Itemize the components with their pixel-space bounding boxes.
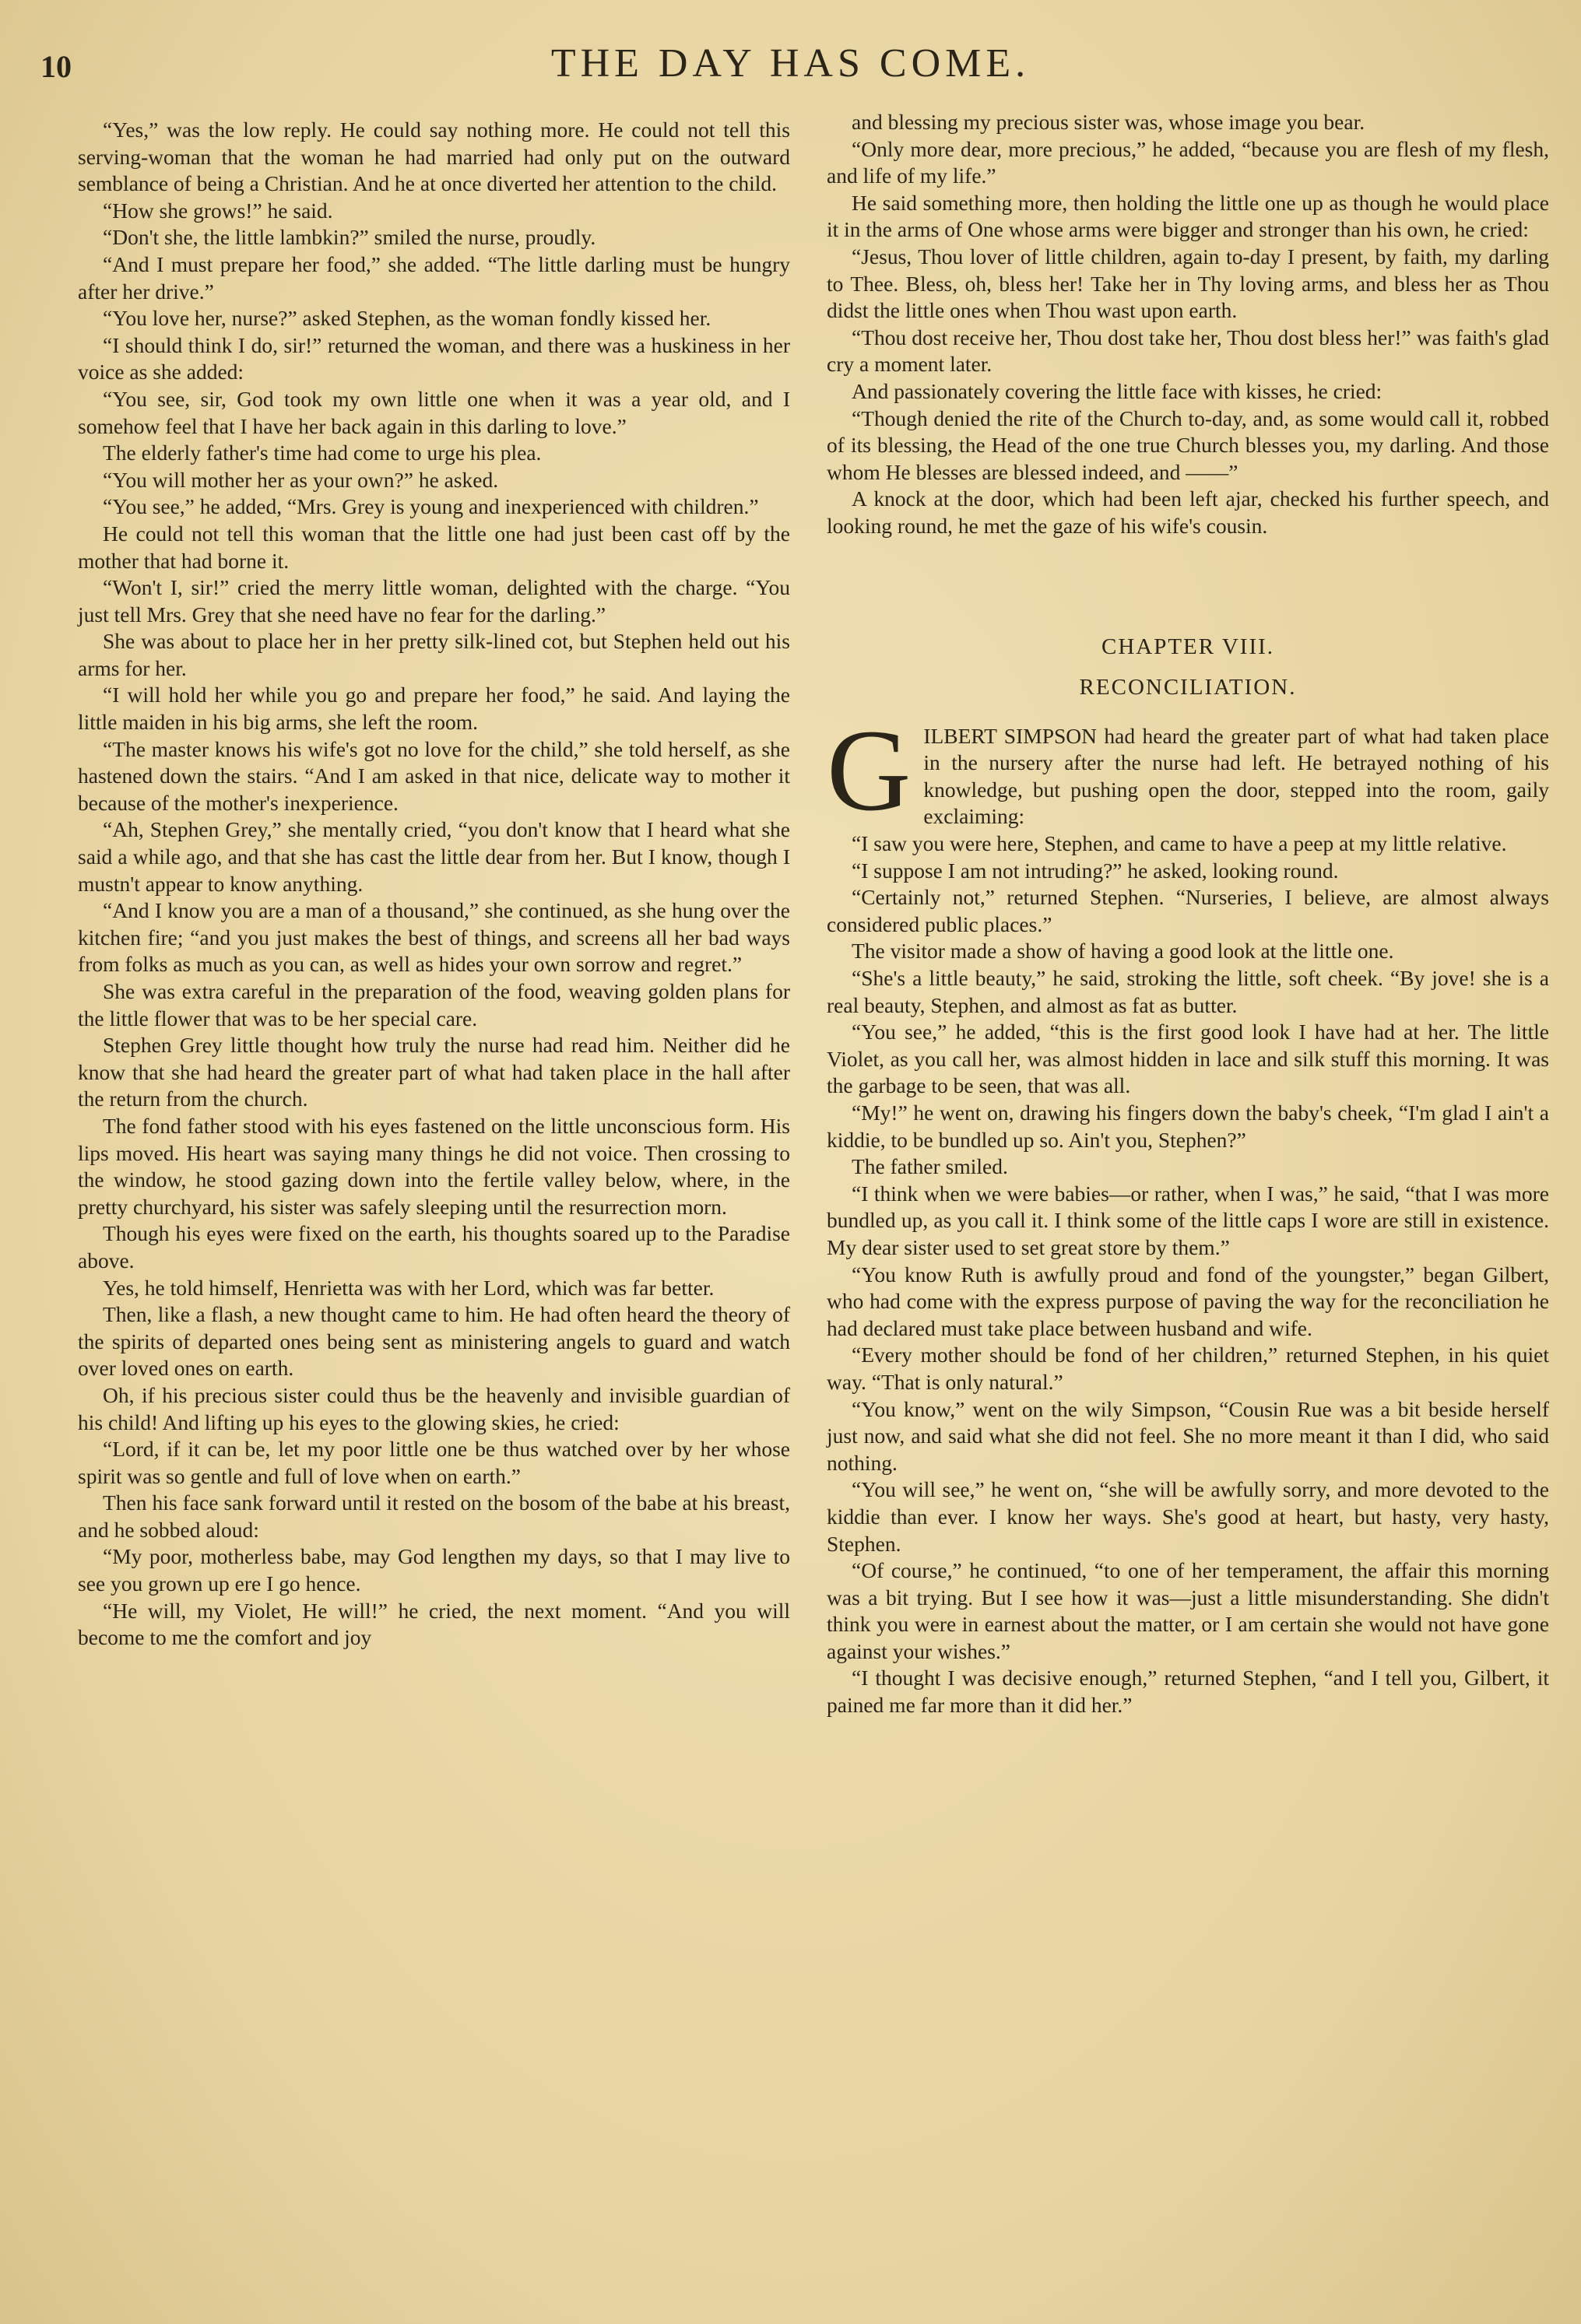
running-title: THE DAY HAS COME. bbox=[550, 41, 1031, 86]
paragraph: “Thou dost receive her, Thou dost take her, Thou dost bless her!” was faith's glad cry a moment later. bbox=[827, 325, 1549, 377]
right-column-top-text bbox=[827, 109, 1549, 540]
page-header bbox=[0, 40, 1581, 95]
paragraph: “Won't I, sir!” cried the merry little woman, delighted with the charge. “You just tell Mrs. Grey that she need have no fear for the darling.” bbox=[78, 575, 790, 627]
paragraph: “Don't she, the little lambkin?” smiled the nurse, proudly. bbox=[103, 225, 596, 250]
right-column-bottom-text bbox=[827, 830, 1549, 1719]
chapter-opening-paragraph bbox=[827, 705, 1549, 835]
paragraph: A knock at the door, which had been left ajar, checked his further speech, and looking round, he met the gaze of his wife's cousin. bbox=[827, 486, 1549, 538]
paragraph: “Every mother should be fond of her children,” returned Stephen, in his quiet way. “That is only natural.” bbox=[827, 1343, 1549, 1394]
paragraph: “Ah, Stephen Grey,” she mentally cried, “you don't know that I heard what she said a while ago, and that she has cast the little dear from her. But I know, though I mustn't appear to know anything. bbox=[78, 817, 790, 896]
paragraph: “I think when we were babies—or rather, when I was,” he said, “that I was more bundled up, as you call it. I think some of the little caps I wore are still in existence. My dear sister used to set great store by them.” bbox=[827, 1181, 1549, 1259]
opening-paragraph-text: ILBERT SIMPSON had heard the greater part of what had taken place in the nursery after the nurse had left. He betrayed nothing of his knowledge, but pushing open the door, stepped into the room, gaily exclaiming: bbox=[923, 723, 1549, 829]
paragraph: “And I must prepare her food,” she added. “The little darling must be hungry after her drive.” bbox=[78, 251, 790, 304]
paragraph: Then his face sank forward until it rested on the bosom of the babe at his breast, and he sobbed aloud: bbox=[78, 1490, 790, 1542]
paragraph: The visitor made a show of having a good look at the little one. bbox=[852, 939, 1394, 964]
paragraph: The elderly father's time had come to urge his plea. bbox=[103, 441, 542, 465]
paragraph: “Though denied the rite of the Church to-day, and, as some would call it, robbed of its blessing, the Head of the one true Church blesses you, my darling. And those whom He blesses are blessed indeed, and ——” bbox=[827, 405, 1549, 484]
page-number: 10 bbox=[40, 49, 72, 84]
paragraph: “He will, my Violet, He will!” he cried, the next moment. “And you will become to me the comfort and joy bbox=[78, 1598, 790, 1650]
paragraph: “My poor, motherless babe, may God lengthen my days, so that I may live to see you grown up ere I go hence. bbox=[78, 1544, 790, 1596]
paragraph: “My!” he went on, drawing his fingers down the baby's cheek, “I'm glad I ain't a kiddie, to be bundled up so. Ain't you, Stephen?” bbox=[827, 1101, 1549, 1152]
paragraph: “You know,” went on the wily Simpson, “Cousin Rue was a bit beside herself just now, and said what she did not feel. She no more meant it than I did, who said nothing. bbox=[827, 1396, 1549, 1475]
paragraph: “The master knows his wife's got no love for the child,” she told herself, as she hastened down the stairs. “And I am asked in that nice, delicate way to mother it because of the mother's inexperience. bbox=[78, 736, 790, 815]
paragraph: He could not tell this woman that the little one had just been cast off by the mother that had borne it. bbox=[78, 521, 790, 573]
paragraph: The fond father stood with his eyes fastened on the little unconscious form. His lips moved. His heart was saying many things he did not voice. Then crossing to the window, he stood gazing down into the fertile valley below, where, in the pretty churchyard, his sister was safely sleeping until the resurrection morn. bbox=[78, 1113, 790, 1219]
paragraph: She was about to place her in her pretty silk-lined cot, but Stephen held out his arms for her. bbox=[78, 629, 790, 680]
paragraph: The father smiled. bbox=[852, 1154, 1008, 1179]
paragraph: “You see,” he added, “Mrs. Grey is young and inexperienced with children.” bbox=[103, 494, 759, 519]
paragraph: Yes, he told himself, Henrietta was with her Lord, which was far better. bbox=[103, 1275, 715, 1300]
left-column bbox=[78, 117, 790, 1652]
paragraph: “I should think I do, sir!” returned the woman, and there was a huskiness in her voice as she added: bbox=[78, 332, 790, 384]
paragraph: “You see,” he added, “this is the first good look I have had at her. The little Violet, as you call her, was almost hidden in lace and silk stuff this morning. It was the garbage to be seen, that was all. bbox=[827, 1020, 1549, 1098]
paragraph: “Certainly not,” returned Stephen. “Nurseries, I believe, are almost always considered public places.” bbox=[827, 885, 1549, 936]
paragraph: “I saw you were here, Stephen, and came to have a peep at my little relative. bbox=[852, 831, 1507, 856]
paragraph: “You see, sir, God took my own little one when it was a year old, and I somehow feel that I have her back again in this darling to love.” bbox=[78, 386, 790, 438]
paragraph: Oh, if his precious sister could thus be the heavenly and invisible guardian of his child! And lifting up his eyes to the glowing skies, he cried: bbox=[78, 1382, 790, 1434]
paragraph: Though his eyes were fixed on the earth, his thoughts soared up to the Paradise above. bbox=[78, 1221, 790, 1273]
paragraph: Then, like a flash, a new thought came to him. He had often heard the theory of the spirits of departed ones being sent as ministering angels to guard and watch over loved ones on earth. bbox=[78, 1302, 790, 1381]
chapter-label: CHAPTER VIII. bbox=[1101, 634, 1275, 659]
paragraph: “I will hold her while you go and prepare her food,” he said. And laying the little maiden in his big arms, she left the room. bbox=[78, 683, 790, 735]
paragraph: “And I know you are a man of a thousand,” she continued, as she hung over the kitchen fire; “and you just makes the best of things, and screens all her bad ways from folks as much as you can, as well as hides your own sorrow and regret.” bbox=[78, 898, 790, 977]
paragraph: “How she grows!” he said. bbox=[103, 198, 333, 223]
chapter-title: RECONCILIATION. bbox=[1079, 675, 1297, 700]
paragraph: “I suppose I am not intruding?” he asked, looking round. bbox=[852, 858, 1339, 883]
paragraph: She was extra careful in the preparation of the food, weaving golden plans for the little flower that was to be her special care. bbox=[78, 979, 790, 1030]
paragraph: “I thought I was decisive enough,” returned Stephen, “and I tell you, Gilbert, it pained me far more than it did her.” bbox=[827, 1666, 1549, 1718]
paragraph: “You will see,” he went on, “she will be awfully sorry, and more devoted to the kiddie than ever. I know her ways. She's good at heart, but hasty, very hasty, Stephen. bbox=[827, 1477, 1549, 1556]
paragraph: “You know Ruth is awfully proud and fond of the youngster,” began Gilbert, who had come with the express purpose of paving the way for the reconciliation he had declared must take place between husband and wife. bbox=[827, 1262, 1549, 1340]
right-column bbox=[827, 109, 1549, 1719]
paragraph: And passionately covering the little face with kisses, he cried: bbox=[852, 378, 1382, 403]
paragraph: “Yes,” was the low reply. He could say nothing more. He could not tell this serving-woman that the woman he had married had only put on the outward semblance of being a Christian. And he at once diverted her attention to the child. bbox=[78, 118, 790, 196]
paragraph: He said something more, then holding the little one up as though he would place it in the arms of One whose arms were bigger and stronger than his own, he cried: bbox=[827, 190, 1549, 242]
paragraph: “You will mother her as your own?” he asked. bbox=[103, 467, 499, 492]
paragraph: “Of course,” he continued, “to one of her temperament, the affair this morning was a bit trying. But I see how it was—just a little misunderstanding. She didn't think you were in earnest about the matter, or I am certain she would not have gone against your wishes.” bbox=[827, 1558, 1549, 1663]
paragraph: “You love her, nurse?” asked Stephen, as the woman fondly kissed her. bbox=[103, 306, 711, 331]
drop-cap: G bbox=[827, 705, 912, 835]
paragraph: “Lord, if it can be, let my poor little one be thus watched over by her whose spirit was so gentle and full of love when on earth.” bbox=[78, 1437, 790, 1488]
paragraph: and blessing my precious sister was, whose image you bear. bbox=[852, 110, 1365, 134]
paragraph: “Jesus, Thou lover of little children, again to-day I present, by faith, my darling to Thee. Bless, oh, bless her! Take her in Thy loving arms, and bless her as Thou didst the little ones when Thou wast upon earth. bbox=[827, 244, 1549, 323]
paragraph: Stephen Grey little thought how truly the nurse had read him. Neither did he know that she had heard the greater part of what had taken place in the hall after the return from the church. bbox=[78, 1033, 790, 1111]
paragraph: “Only more dear, more precious,” he added, “because you are flesh of my flesh, and life of my life.” bbox=[827, 136, 1549, 188]
paragraph: “She's a little beauty,” he said, stroking the little, soft cheek. “By jove! she is a real beauty, Stephen, and almost as fat as butter. bbox=[827, 966, 1549, 1017]
